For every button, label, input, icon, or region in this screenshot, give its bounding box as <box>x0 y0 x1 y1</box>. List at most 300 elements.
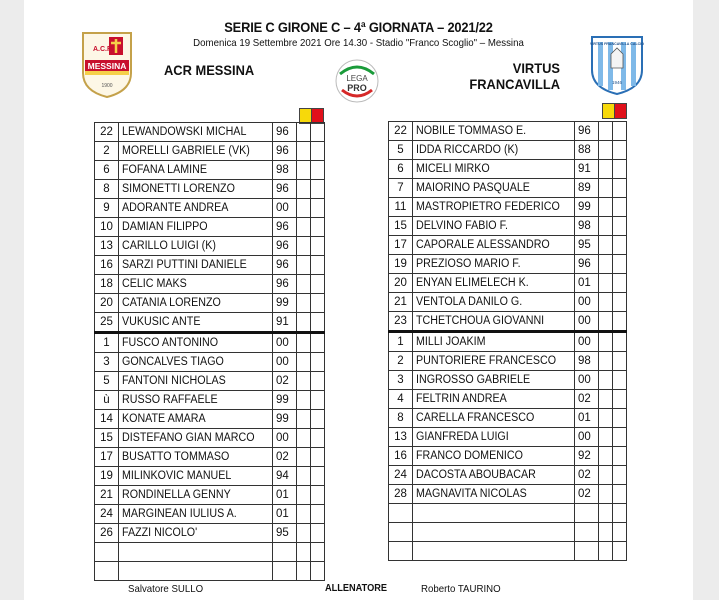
table-row <box>389 371 627 390</box>
yellow-card-cell <box>599 312 613 332</box>
yellow-card-cell <box>297 505 311 524</box>
yellow-card-cell <box>297 294 311 313</box>
yellow-card-cell <box>599 198 613 217</box>
player-year: 00 <box>273 353 297 372</box>
yellow-card-cell <box>297 180 311 199</box>
player-year: 96 <box>273 237 297 256</box>
player-number: 14 <box>95 410 119 429</box>
table-row <box>389 447 627 466</box>
table-row <box>95 333 325 353</box>
player-name <box>413 293 575 312</box>
table-row <box>95 524 325 543</box>
table-row <box>389 274 627 293</box>
crest-home-year: 1900 <box>101 83 113 89</box>
player-number: 23 <box>389 312 413 332</box>
red-card-cell <box>613 504 627 523</box>
crest-away-text: VIRTUS FRANCAVILLA CALCIO <box>589 42 645 46</box>
player-number <box>389 504 413 523</box>
table-row <box>389 390 627 409</box>
player-year: 95 <box>273 524 297 543</box>
table-row <box>389 217 627 236</box>
table-row <box>95 505 325 524</box>
red-card-cell <box>613 179 627 198</box>
player-number: 6 <box>95 161 119 180</box>
table-row <box>389 466 627 485</box>
player-name-text: CELIC MAKS <box>122 278 187 290</box>
player-name-text: VUKUSIC ANTE <box>122 316 201 328</box>
player-number: 13 <box>389 428 413 447</box>
player-number: 22 <box>389 122 413 141</box>
yellow-card-cell <box>297 448 311 467</box>
table-row <box>95 391 325 410</box>
yellow-card-cell <box>599 485 613 504</box>
player-year <box>575 542 599 561</box>
player-name <box>413 274 575 293</box>
player-name <box>413 312 575 332</box>
home-team-name: ACR MESSINA <box>164 62 255 78</box>
red-card-cell <box>311 372 325 391</box>
player-year: 95 <box>575 236 599 255</box>
player-year: 00 <box>273 199 297 218</box>
player-name <box>413 332 575 352</box>
player-year: 96 <box>273 218 297 237</box>
player-name <box>119 524 273 543</box>
player-number: 21 <box>95 486 119 505</box>
yellow-card-cell <box>297 275 311 294</box>
player-name-text: NOBILE TOMMASO E. <box>416 125 527 137</box>
away-team-line1: VIRTUS <box>512 60 560 76</box>
yellow-card-cell <box>297 199 311 218</box>
player-year <box>273 543 297 562</box>
red-card-cell <box>613 122 627 141</box>
player-name-text: INGROSSO GABRIELE <box>416 374 531 386</box>
player-name <box>413 255 575 274</box>
player-number: 9 <box>95 199 119 218</box>
player-year: 96 <box>273 142 297 161</box>
red-card-cell <box>613 236 627 255</box>
player-year: 89 <box>575 179 599 198</box>
player-name-text: BUSATTO TOMMASO <box>122 451 230 463</box>
table-row <box>95 161 325 180</box>
table-row <box>95 123 325 142</box>
player-name <box>413 122 575 141</box>
player-name-text: KONATE AMARA <box>122 413 206 425</box>
player-name-text: PUNTORIERE FRANCESCO <box>416 355 557 367</box>
player-name <box>119 199 273 218</box>
player-name <box>119 353 273 372</box>
red-card-cell <box>613 332 627 352</box>
red-card-cell <box>311 562 325 581</box>
player-name-text: CARILLO LUIGI (K) <box>122 240 216 252</box>
player-number: 15 <box>389 217 413 236</box>
player-name-text: PREZIOSO MARIO F. <box>416 258 521 270</box>
player-name <box>413 179 575 198</box>
table-row <box>95 448 325 467</box>
red-card-cell <box>311 391 325 410</box>
red-card-cell <box>311 467 325 486</box>
table-row <box>389 179 627 198</box>
away-roster-table <box>388 121 627 561</box>
player-year: 01 <box>575 274 599 293</box>
player-number: 2 <box>95 142 119 161</box>
player-name <box>119 333 273 353</box>
red-card-cell <box>311 256 325 275</box>
player-name-text: VENTOLA DANILO G. <box>416 296 523 308</box>
red-card-cell <box>311 410 325 429</box>
red-card-cell <box>311 237 325 256</box>
player-number: 7 <box>389 179 413 198</box>
table-row <box>95 218 325 237</box>
player-name-text: MASTROPIETRO FEDERICO <box>416 201 560 213</box>
yellow-card-cell <box>297 486 311 505</box>
player-name-text: MARGINEAN IULIUS A. <box>122 508 237 520</box>
red-card-cell <box>613 447 627 466</box>
player-number: 6 <box>389 160 413 179</box>
player-number: 24 <box>95 505 119 524</box>
red-card-cell <box>311 218 325 237</box>
yellow-card-cell <box>599 428 613 447</box>
player-year: 00 <box>575 371 599 390</box>
table-row <box>389 504 627 523</box>
player-name-text: MAGNAVITA NICOLAS <box>416 488 527 500</box>
table-row <box>95 353 325 372</box>
player-year: 99 <box>273 294 297 313</box>
red-card-cell <box>613 141 627 160</box>
away-team-line2: FRANCAVILLA <box>469 76 560 92</box>
red-card-cell <box>613 160 627 179</box>
table-row <box>389 428 627 447</box>
player-year: 00 <box>575 428 599 447</box>
player-name-text: GONCALVES TIAGO <box>122 356 224 368</box>
yellow-card-cell <box>297 467 311 486</box>
player-year: 02 <box>575 485 599 504</box>
table-row <box>95 237 325 256</box>
player-year: 00 <box>575 312 599 332</box>
player-number: 20 <box>389 274 413 293</box>
player-name <box>119 275 273 294</box>
player-year: 96 <box>273 275 297 294</box>
yellow-card-cell <box>599 236 613 255</box>
player-year: 00 <box>575 293 599 312</box>
player-name-text: GIANFREDA LUIGI <box>416 431 509 443</box>
player-name <box>413 352 575 371</box>
player-year: 94 <box>273 467 297 486</box>
player-name-text: TCHETCHOUA GIOVANNI <box>416 315 545 327</box>
red-card-cell <box>311 123 325 142</box>
player-year <box>273 562 297 581</box>
table-row <box>389 122 627 141</box>
player-number: 13 <box>95 237 119 256</box>
player-name-text: FRANCO DOMENICO <box>416 450 523 462</box>
red-card-cell <box>613 371 627 390</box>
player-year: 99 <box>273 410 297 429</box>
player-name <box>413 485 575 504</box>
yellow-card-cell <box>599 504 613 523</box>
red-card-cell <box>613 390 627 409</box>
table-row <box>95 142 325 161</box>
acr-messina-crest <box>79 29 135 99</box>
player-number: 18 <box>95 275 119 294</box>
match-sheet <box>24 0 693 600</box>
yellow-card-cell <box>297 372 311 391</box>
player-number <box>95 562 119 581</box>
red-card-cell <box>311 180 325 199</box>
table-row <box>95 467 325 486</box>
yellow-card-cell <box>599 179 613 198</box>
red-card-cell <box>613 255 627 274</box>
red-card-cell <box>311 486 325 505</box>
player-name-text: CARELLA FRANCESCO <box>416 412 535 424</box>
player-name-text: FAZZI NICOLO' <box>122 527 198 539</box>
table-row <box>389 293 627 312</box>
player-name <box>119 313 273 333</box>
yellow-card-cell <box>599 332 613 352</box>
table-row <box>95 562 325 581</box>
red-card-cell <box>613 293 627 312</box>
yellow-card-cell <box>599 141 613 160</box>
yellow-card-cell <box>297 524 311 543</box>
table-row <box>389 542 627 561</box>
yellow-card-cell <box>599 466 613 485</box>
yellow-card-cell <box>297 391 311 410</box>
player-number: 17 <box>95 448 119 467</box>
player-number: 8 <box>95 180 119 199</box>
red-card-cell <box>613 409 627 428</box>
player-name <box>413 217 575 236</box>
crest-away-year: 1946 <box>611 80 623 85</box>
virtus-francavilla-crest <box>588 34 646 96</box>
player-name-text: FELTRIN ANDREA <box>416 393 507 405</box>
yellow-card-cell <box>599 390 613 409</box>
player-name-text: RUSSO RAFFAELE <box>122 394 218 406</box>
player-name <box>413 504 575 523</box>
player-name-text: DACOSTA ABOUBACAR <box>416 469 536 481</box>
player-year: 96 <box>575 255 599 274</box>
player-year <box>575 523 599 542</box>
player-year: 98 <box>575 217 599 236</box>
player-number: 5 <box>95 372 119 391</box>
red-card-cell <box>613 312 627 332</box>
home-coach: Salvatore SULLO <box>128 583 204 595</box>
player-year: 02 <box>575 390 599 409</box>
player-number: 16 <box>95 256 119 275</box>
away-coach: Roberto TAURINO <box>421 583 501 595</box>
red-card-icon <box>614 103 627 119</box>
player-number: 19 <box>95 467 119 486</box>
yellow-card-cell <box>297 161 311 180</box>
table-row <box>389 332 627 352</box>
player-name <box>413 371 575 390</box>
red-card-cell <box>613 428 627 447</box>
player-name-text: IDDA RICCARDO (K) <box>416 144 519 156</box>
player-year: 99 <box>575 198 599 217</box>
player-name-text: MILLI JOAKIM <box>416 336 486 348</box>
player-name-text: ADORANTE ANDREA <box>122 202 229 214</box>
player-number: 19 <box>389 255 413 274</box>
player-name <box>413 428 575 447</box>
red-card-cell <box>311 275 325 294</box>
red-card-cell <box>311 333 325 353</box>
player-name <box>413 542 575 561</box>
player-number: 22 <box>95 123 119 142</box>
yellow-card-cell <box>297 142 311 161</box>
player-number: 1 <box>95 333 119 353</box>
player-number <box>389 523 413 542</box>
player-number: 17 <box>389 236 413 255</box>
player-year: 00 <box>575 332 599 352</box>
player-year: 02 <box>273 448 297 467</box>
red-card-cell <box>311 294 325 313</box>
player-name <box>413 409 575 428</box>
yellow-card-cell <box>297 410 311 429</box>
coach-label: ALLENATORE <box>325 583 388 594</box>
table-row <box>389 523 627 542</box>
yellow-card-cell <box>599 160 613 179</box>
player-year: 01 <box>575 409 599 428</box>
yellow-card-cell <box>297 123 311 142</box>
player-number: 8 <box>389 409 413 428</box>
table-row <box>95 199 325 218</box>
player-name <box>119 142 273 161</box>
yellow-card-cell <box>297 562 311 581</box>
player-number: 24 <box>389 466 413 485</box>
red-card-cell <box>311 313 325 333</box>
player-name <box>119 372 273 391</box>
red-card-cell <box>311 199 325 218</box>
table-row <box>95 543 325 562</box>
player-name <box>119 448 273 467</box>
table-row <box>95 486 325 505</box>
player-name-text: MICELI MIRKO <box>416 163 490 175</box>
red-card-cell <box>613 542 627 561</box>
red-card-cell <box>613 274 627 293</box>
legapro-line1: LEGA <box>346 74 368 83</box>
player-name-text: FOFANA LAMINE <box>122 164 207 176</box>
player-year: 96 <box>273 180 297 199</box>
player-number: 25 <box>95 313 119 333</box>
yellow-card-cell <box>297 218 311 237</box>
yellow-card-cell <box>297 429 311 448</box>
player-number <box>389 542 413 561</box>
yellow-card-cell <box>297 256 311 275</box>
player-name-text: MAIORINO PASQUALE <box>416 182 530 194</box>
player-year: 98 <box>273 161 297 180</box>
crest-home-name: MESSINA <box>87 61 127 71</box>
red-card-cell <box>311 353 325 372</box>
player-name-text: SARZI PUTTINI DANIELE <box>122 259 247 271</box>
lega-pro-logo <box>334 58 380 104</box>
player-number: ù <box>95 391 119 410</box>
table-row <box>95 256 325 275</box>
home-roster-table <box>94 122 325 581</box>
red-card-cell <box>311 448 325 467</box>
table-row <box>95 313 325 333</box>
table-row <box>389 236 627 255</box>
player-number: 2 <box>389 352 413 371</box>
table-row <box>95 275 325 294</box>
player-name-text: CAPORALE ALESSANDRO <box>416 239 550 251</box>
player-name <box>413 466 575 485</box>
yellow-card-cell <box>297 353 311 372</box>
player-name <box>413 390 575 409</box>
yellow-card-cell <box>297 313 311 333</box>
player-name <box>413 141 575 160</box>
player-year: 91 <box>575 160 599 179</box>
player-name <box>119 218 273 237</box>
player-year: 02 <box>575 466 599 485</box>
table-row <box>95 372 325 391</box>
player-year: 92 <box>575 447 599 466</box>
table-row <box>389 409 627 428</box>
red-card-cell <box>311 142 325 161</box>
player-name-text: DAMIAN FILIPPO <box>122 221 208 233</box>
player-name <box>119 237 273 256</box>
yellow-card-cell <box>599 523 613 542</box>
crest-home-acr: A.C.R. <box>93 46 114 53</box>
yellow-card-cell <box>297 543 311 562</box>
player-name-text: MORELLI GABRIELE (VK) <box>122 145 250 157</box>
table-row <box>389 352 627 371</box>
player-year <box>575 504 599 523</box>
player-name <box>119 391 273 410</box>
yellow-card-cell <box>599 293 613 312</box>
player-year: 96 <box>273 256 297 275</box>
away-team-name <box>444 60 560 92</box>
red-card-cell <box>613 217 627 236</box>
player-number <box>95 543 119 562</box>
player-year: 96 <box>273 123 297 142</box>
yellow-card-cell <box>599 217 613 236</box>
player-number: 1 <box>389 332 413 352</box>
player-number: 5 <box>389 141 413 160</box>
table-row <box>95 180 325 199</box>
player-name <box>119 562 273 581</box>
player-name <box>119 256 273 275</box>
red-card-cell <box>613 485 627 504</box>
red-card-cell <box>311 161 325 180</box>
player-name-text: SIMONETTI LORENZO <box>122 183 235 195</box>
player-number: 10 <box>95 218 119 237</box>
player-name-text: RONDINELLA GENNY <box>122 489 231 501</box>
yellow-card-cell <box>599 447 613 466</box>
yellow-card-cell <box>297 333 311 353</box>
player-name <box>413 198 575 217</box>
player-number: 11 <box>389 198 413 217</box>
player-year: 01 <box>273 505 297 524</box>
table-row <box>95 410 325 429</box>
table-row <box>389 485 627 504</box>
table-row <box>389 255 627 274</box>
table-row <box>389 198 627 217</box>
table-row <box>389 160 627 179</box>
legapro-line2: PRO <box>347 83 367 93</box>
player-year: 96 <box>575 122 599 141</box>
page-title: SERIE C GIRONE C – 4ª GIORNATA – 2021/22 <box>224 19 493 35</box>
player-year: 00 <box>273 429 297 448</box>
player-name-text: DISTEFANO GIAN MARCO <box>122 432 255 444</box>
player-name <box>119 180 273 199</box>
red-card-cell <box>613 198 627 217</box>
red-card-cell <box>311 429 325 448</box>
player-name-text: FUSCO ANTONINO <box>122 337 219 349</box>
yellow-card-cell <box>599 274 613 293</box>
player-name-text: ENYAN ELIMELECH K. <box>416 277 529 289</box>
player-name <box>119 410 273 429</box>
player-name-text: FANTONI NICHOLAS <box>122 375 226 387</box>
player-name <box>413 447 575 466</box>
player-name-text: CATANIA LORENZO <box>122 297 221 309</box>
player-name-text: DELVINO FABIO F. <box>416 220 508 232</box>
